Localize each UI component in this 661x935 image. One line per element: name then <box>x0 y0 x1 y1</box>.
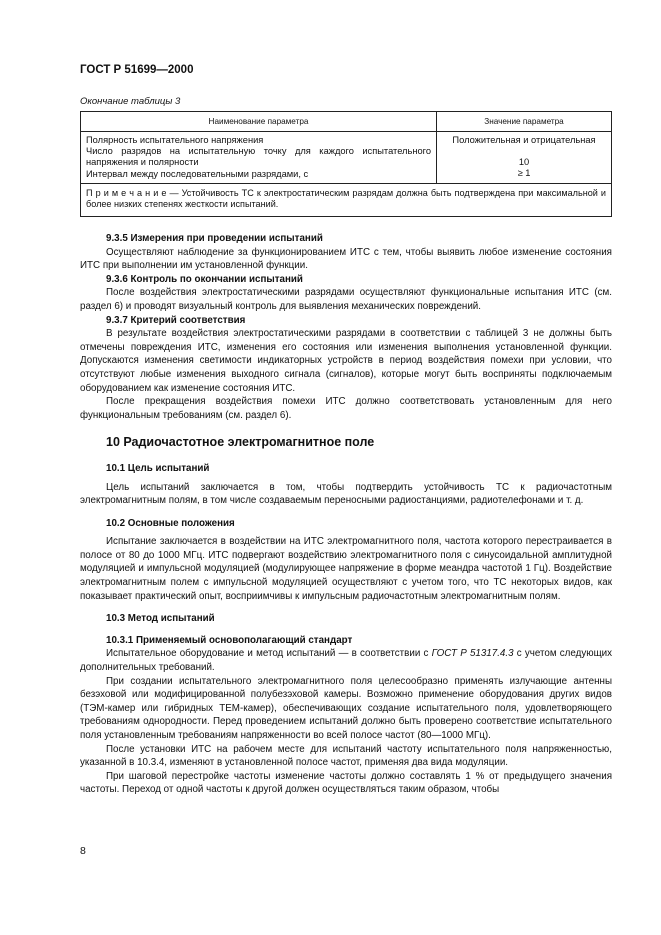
paragraph: В результате воздействия электростатическими разрядами в соответствии с таблицей 3 не должны быть отмечены повреждения ИТС, изменения его состояния или изменения выполнения установленной функции. Допускаются изменения светимости индикаторных устройств в период воздействия помехи при условии, что отсутствуют любые изменения выходного сигнала (сигналов), которые могут быть восприняты подключаемым оборудованием как изменение состояния ИТС. <box>80 328 612 394</box>
section-title-10-2: 10.2 Основные положения <box>106 517 235 529</box>
section-title-9-3-7: 9.3.7 Критерий соответствия <box>106 314 246 326</box>
paragraph: После воздействия электростатическими разрядами осуществляют функциональные испытания ИТС (см. раздел 6) и проводят визуальный контроль для выявления механических повреждений. <box>80 287 612 312</box>
column-header-parameter: Наименование параметра <box>81 112 437 132</box>
value-discharge-count: 10 <box>518 157 530 168</box>
note-label: П р и м е ч а н и е <box>86 187 167 198</box>
standard-reference: ГОСТ Р 51317.4.3 <box>431 648 514 660</box>
text-run: с учетом следующих дополнительных требований. <box>80 648 613 674</box>
paragraph: Испытание заключается в воздействии на ИТС электромагнитного поля, частота которого перестраивается в полосе от 80 до 1000 МГц. ИТС подвергают воздействию электромагнитного поля с синусоидальной амплитудной модуляцией и импульсной модуляцией (модулирующее напряжение в форме меандра частотой 1 Гц). Воздействие электромагнитным полем с импульсной модуляцией осуществляют с учетом того, что ТС некоторых видов, как показывает практический опыт, восприимчивы к импульсным радиочастотным электромагнитным полям. <box>80 536 612 602</box>
paragraph: После прекращения воздействия помехи ИТС должно соответствовать установленным для него функциональным требованиям (см. раздел 6). <box>80 396 612 421</box>
section-title-9-3-6: 9.3.6 Контроль по окончании испытаний <box>106 273 303 285</box>
paragraph: При создании испытательного электромагнитного поля целесообразно применять излучающие антенны безэховой или модифицированной полубезэховой камеры. Возможно применение оборудования других видов (ТЭМ-камер или гибридных ТЕМ-камер), обеспечивающих создание испытательного поля, удовлетворяющего требованиям однородности. Перед проведением испытаний должно быть проверено соответствие испытательного поля установленным требованиям напряженности во всей полосе частот (80—1000 МГц). <box>80 675 612 741</box>
table-row <box>81 132 612 184</box>
note-text: — Устойчивость ТС к электростатическим разрядам должна быть подтверждена при максимальной и более низких степенях жесткости испытаний. <box>86 187 606 210</box>
value-cell <box>437 132 612 184</box>
table-header-row <box>81 112 612 132</box>
paragraph: При шаговой перестройке частоты изменение частоты должно составлять 1 % от предыдущего значения частоты. Переход от одной частоты к другой должен осуществляться таким образом, чтобы <box>80 770 612 796</box>
section-title-10: 10 Радиочастотное электромагнитное поле <box>106 435 375 450</box>
paragraph: Цель испытаний заключается в том, чтобы подтвердить устойчивость ТС к радиочастотным электромагнитным полям, в том числе создаваемым переносными радиостанциями, радиотелефонами и т. д. <box>80 481 612 507</box>
parameter-discharge-count: Число разрядов на испытательную точку для каждого испытательного напряжения и полярности <box>86 146 431 168</box>
column-header-value: Значение параметра <box>437 112 612 132</box>
section-title-10-3-1: 10.3.1 Применяемый основополагающий стандарт <box>106 634 353 646</box>
table-caption: Окончание таблицы 3 <box>80 96 181 107</box>
parameter-interval: Интервал между последовательными разрядами, с <box>86 168 309 179</box>
paragraph <box>80 647 612 674</box>
standard-header: ГОСТ Р 51699—2000 <box>80 64 194 76</box>
document-body <box>80 232 612 797</box>
section-title-10-1: 10.1 Цель испытаний <box>106 462 210 474</box>
parameter-polarity: Полярность испытательного напряжения <box>86 135 264 145</box>
value-spacer <box>441 146 607 157</box>
paragraph: Осуществляют наблюдение за функционированием ИТС с тем, чтобы выявить любое изменение состояния ИТС при выполнении им установленной функции. <box>80 246 612 272</box>
table-note-row <box>81 183 612 216</box>
value-interval: ≥ 1 <box>517 168 531 179</box>
value-polarity: Положительная и отрицательная <box>452 135 596 145</box>
parameters-table <box>80 111 612 217</box>
paragraph: После установки ИТС на рабочем месте для испытаний частоту испытательного поля напряженностью, указанной в 10.3.4, изменяют в установленной полосе частот, применяя два вида модуляции. <box>80 743 612 769</box>
page-number: 8 <box>80 845 86 857</box>
section-title-10-3: 10.3 Метод испытаний <box>106 613 215 625</box>
parameter-cell <box>81 132 437 184</box>
section-title-9-3-5: 9.3.5 Измерения при проведении испытаний <box>106 233 323 244</box>
table-note <box>81 183 612 216</box>
text-run: Испытательное оборудование и метод испытаний — в соответствии с <box>106 648 432 660</box>
